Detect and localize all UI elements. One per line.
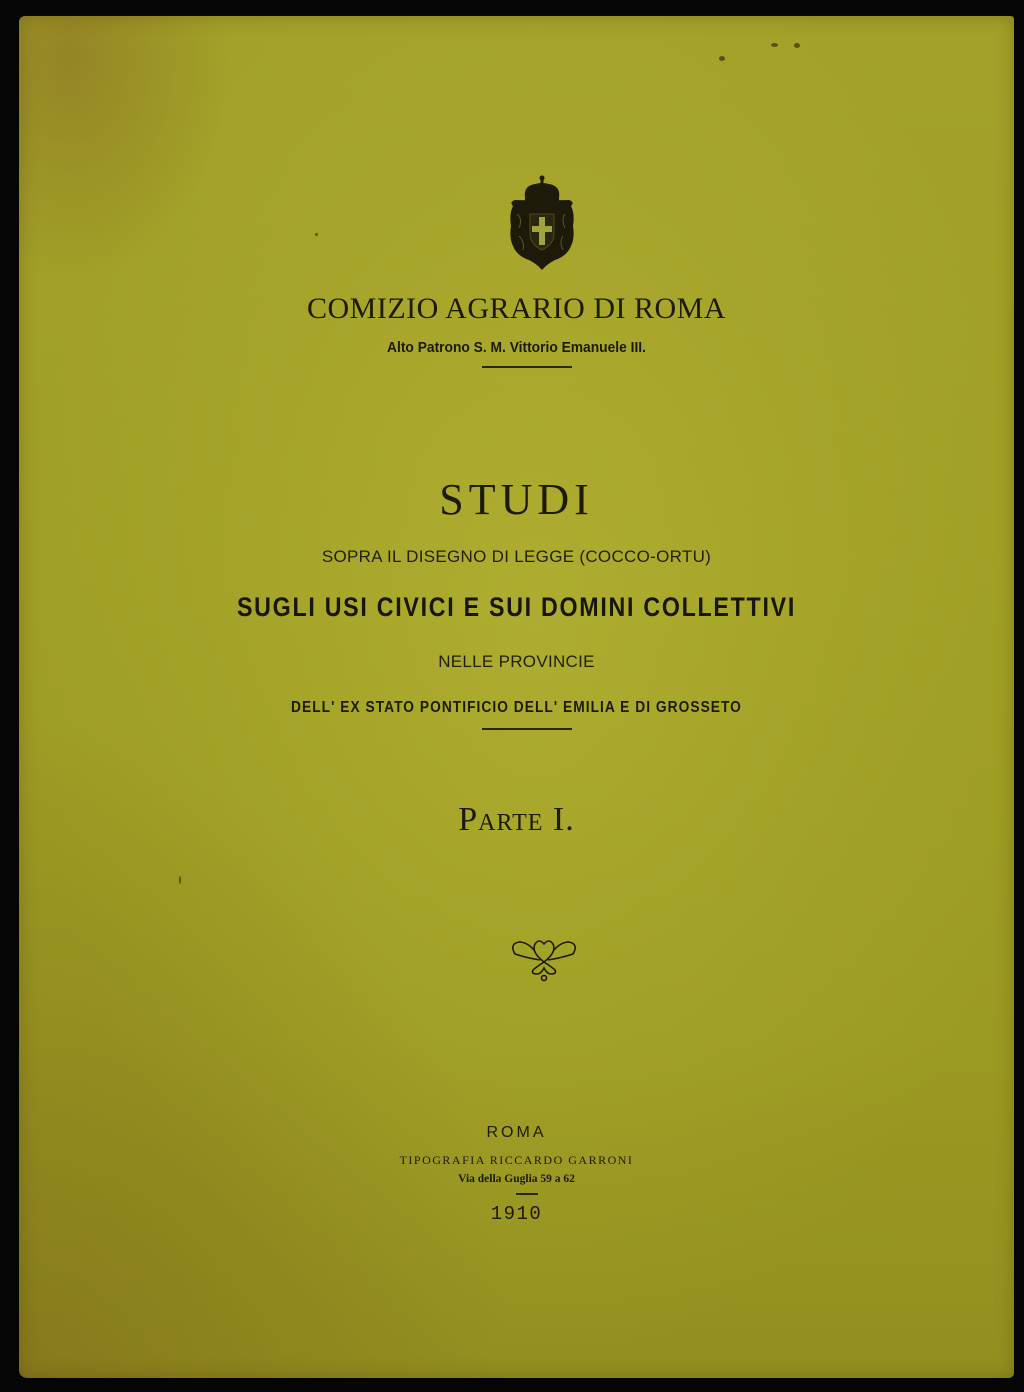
book-cover [19, 16, 1014, 1378]
subtitle-line-3: NELLE PROVINCIE [438, 652, 595, 671]
foxing-spot [719, 56, 725, 61]
divider-rule [516, 1193, 538, 1195]
imprint-city: ROMA [486, 1124, 547, 1141]
subtitle-line-4: DELL' EX STATO PONTIFICIO DELL' EMILIA E DI GROSSETO [291, 699, 742, 716]
divider-rule [482, 728, 572, 730]
foxing-spot [794, 43, 800, 48]
foxing-spot [315, 233, 318, 236]
subtitle-line-2: SUGLI USI CIVICI E SUI DOMINI COLLETTIVI [236, 592, 797, 622]
subtitle-line-1: SOPRA IL DISEGNO DI LEGGE (COCCO-ORTU) [321, 547, 712, 566]
patronage-line: Alto Patrono S. M. Vittorio Emanuele III. [387, 339, 646, 356]
heart-fleuron-ornament-icon [509, 934, 579, 984]
main-title: STUDI [439, 475, 594, 524]
part-number: Parte I. [458, 801, 575, 838]
organization-name: COMIZIO AGRARIO DI ROMA [306, 292, 726, 325]
foxing-spot [771, 43, 778, 47]
imprint-address: Via della Guglia 59 a 62 [458, 1173, 575, 1185]
royal-coat-of-arms-icon [505, 174, 579, 274]
publication-year: 1910 [490, 1203, 543, 1225]
foxing-spot [179, 876, 181, 884]
divider-rule [482, 366, 572, 368]
imprint-printer: TIPOGRAFIA RICCARDO GARRONI [399, 1153, 634, 1167]
